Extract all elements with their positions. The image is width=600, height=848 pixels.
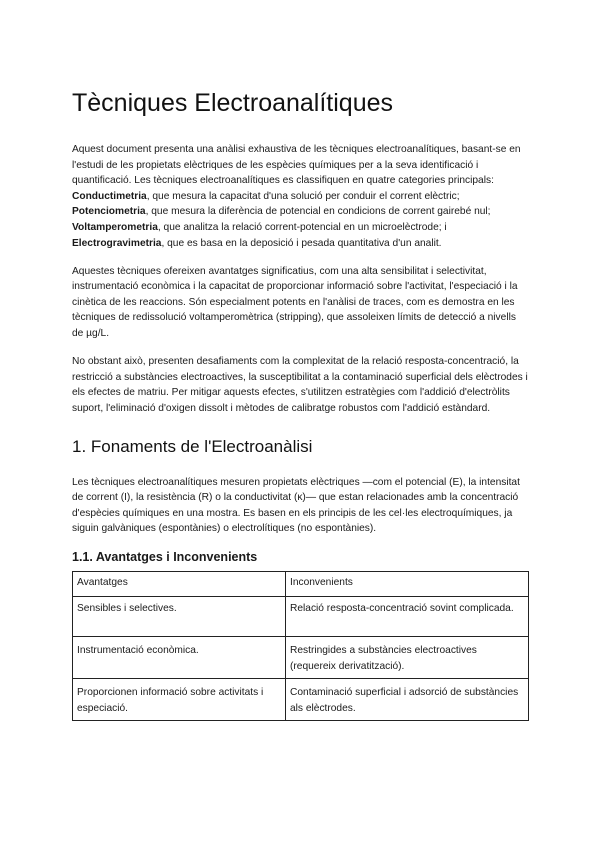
table-cell: Restringides a substàncies electroactives (requereix derivatització). [286, 636, 529, 678]
table-cell: Sensibles i selectives. [73, 596, 286, 636]
table-row [73, 679, 529, 721]
intro-paragraph-1 [72, 142, 528, 251]
column-header-avantatges: Avantatges [73, 572, 286, 597]
column-header-inconvenients: Inconvenients [286, 572, 529, 597]
section-1-paragraph: Les tècniques electroanalítiques mesuren propietats elèctriques —com el potencial (E), la intensitat de corrent (I), la resistència (R) o la conductivitat (κ)— que estan relacionades amb la concentració d'espècies químiques en una mostra. Es basen en els principis de les cel·les electroquímiques, ja siguin galvàniques (espontànies) o electrolítiques (no espontànies). [72, 476, 520, 535]
term-voltamperometria: Voltamperometria [72, 221, 158, 233]
intro-text: , que mesura la capacitat d'una solució per conduir el corrent elèctric; [146, 190, 460, 202]
term-potenciometria: Potenciometria [72, 206, 146, 218]
table-cell: Relació resposta-concentració sovint complicada. [286, 596, 529, 636]
pros-cons-table [72, 571, 529, 721]
document-page [72, 88, 528, 721]
table-header-row [73, 572, 529, 597]
intro-text: , que mesura la diferència de potencial en condicions de corrent gairebé nul; [145, 206, 491, 218]
intro-text: , que analitza la relació corrent-potencial en un microelèctrode; i [157, 221, 447, 233]
subsection-1-1-heading: 1.1. Avantatges i Inconvenients [72, 550, 258, 565]
term-electrogravimetria: Electrogravimetria [72, 237, 162, 249]
document-title: Tècniques Electroanalítiques [72, 89, 394, 117]
table-row [73, 636, 529, 678]
table-cell: Proporcionen informació sobre activitats i especiació. [73, 679, 286, 721]
term-conductimetria: Conductimetria [72, 190, 147, 202]
table-cell: Contaminació superficial i adsorció de substàncies als elèctrodes. [286, 679, 529, 721]
intro-text: , que es basa en la deposició i pesada quantitativa d'un analit. [161, 237, 442, 249]
intro-paragraph-3: No obstant això, presenten desafiaments com la complexitat de la relació resposta-concentració, la restricció a substàncies electroactives, la susceptibilitat a la contaminació superficial dels elèctrodes i els efectes de matriu. Per mitigar aquests efectes, s'utilitzen estratègies com l'addició d'electròlits suport, l'eliminació d'oxigen dissolt i mètodes de calibratge robustos com l'addició estàndard. [72, 356, 528, 414]
intro-paragraph-2: Aquestes tècniques ofereixen avantatges significatius, com una alta sensibilitat i selectivitat, instrumentació econòmica i la capacitat de proporcionar informació sobre l'activitat, l'especiació i la cinètica de les reaccions. Són especialment potents en l'anàlisi de traces, com es demostra en les tècniques de redissolució voltamperomètrica (stripping), que assoleixen límits de detecció a nivells de µg/L. [72, 265, 518, 340]
table-cell: Instrumentació econòmica. [73, 636, 286, 678]
table-row [73, 596, 529, 636]
intro-text: Aquest document presenta una anàlisi exhaustiva de les tècniques electroanalítiques, basant-se en l'estudi de les propietats elèctriques de les espècies químiques per a la seva identificació i quantificació. Les tècniques electroanalítiques es classifiquen en quatre categories principals: [72, 144, 521, 187]
section-1-heading: 1. Fonaments de l'Electroanàlisi [72, 436, 313, 456]
